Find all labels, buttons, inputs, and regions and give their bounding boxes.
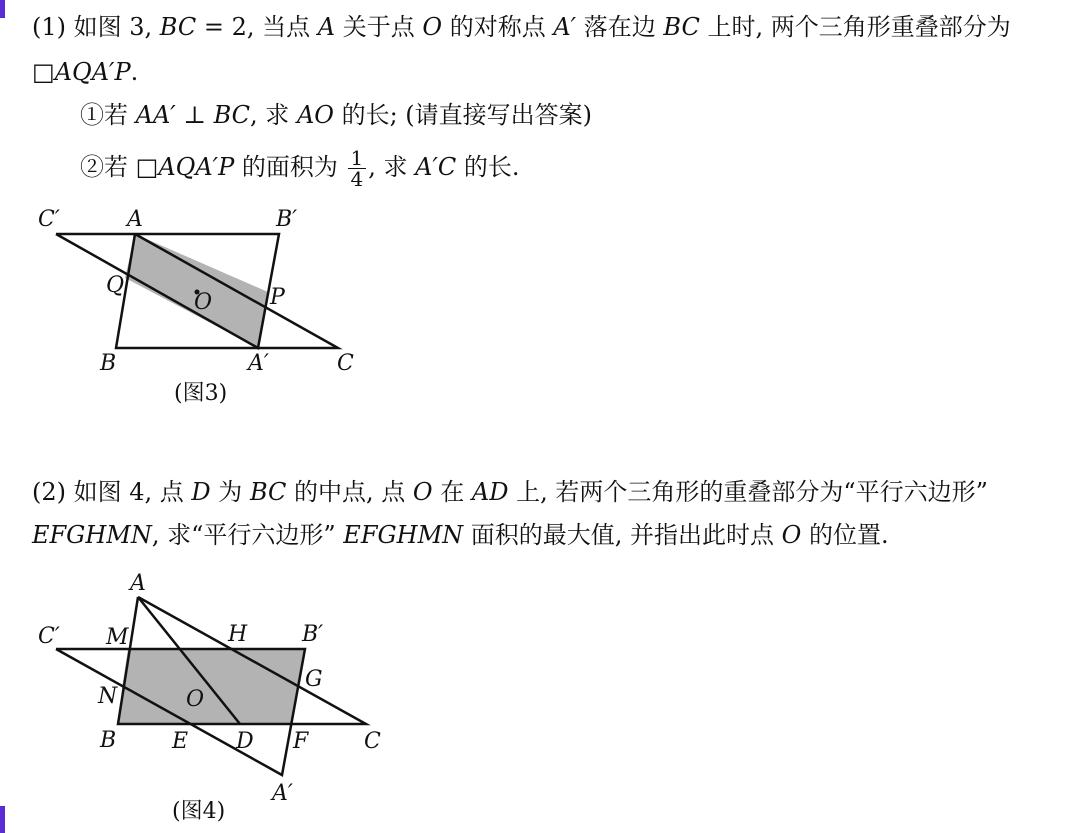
label-A: A xyxy=(130,571,146,596)
label-Q: Q xyxy=(106,273,125,298)
part1-statement-line2: □AQA′P. xyxy=(32,58,139,86)
label-D: D xyxy=(236,729,254,754)
label-O: O xyxy=(186,687,205,712)
label-A-prime: A′ xyxy=(248,351,269,376)
question-1: ①若 AA′ ⊥ BC, 求 AO 的长; (请直接写出答案) xyxy=(80,101,593,129)
label-A-prime: A′ xyxy=(272,781,293,806)
label-B: B xyxy=(100,728,117,753)
label-B-prime: B′ xyxy=(302,622,324,647)
label-N: N xyxy=(98,684,118,709)
label-G: G xyxy=(305,667,323,692)
label-F: F xyxy=(293,729,309,754)
label-E: E xyxy=(172,729,189,754)
label-C-prime: C′ xyxy=(38,624,60,649)
label-B-prime: B′ xyxy=(276,207,298,232)
label-P: P xyxy=(270,285,285,310)
label-M: M xyxy=(106,625,129,650)
figure3-caption: (图3) xyxy=(174,381,228,406)
label-C: C xyxy=(364,729,381,754)
label-B: B xyxy=(100,351,117,376)
fraction-one-quarter: $\frac{1}{4}$ xyxy=(348,148,367,189)
label-H: H xyxy=(228,622,248,647)
label-C: C xyxy=(337,351,354,376)
label-A: A xyxy=(127,207,143,232)
part2-statement-line2: EFGHMN, 求“平行六边形” EFGHMN 面积的最大值, 并指出此时点 O 的位置. xyxy=(32,521,889,549)
label-O: O xyxy=(194,290,213,315)
part2-statement-line1: (2) 如图 4, 点 D 为 BC 的中点, 点 O 在 AD 上, 若两个三角形的重叠部分为“平行六边形” xyxy=(32,478,988,506)
figure4-caption: (图4) xyxy=(172,799,226,824)
question-2: ②若 □AQA′P 的面积为 $\frac{1}{4}$ , 求 A′C 的长. xyxy=(80,146,520,191)
label-C-prime: C′ xyxy=(38,207,60,232)
part1-statement-line1: (1) 如图 3, BC = 2, 当点 A 关于点 O 的对称点 A′ 落在边 BC 上时, 两个三角形重叠部分为 xyxy=(32,13,1011,41)
